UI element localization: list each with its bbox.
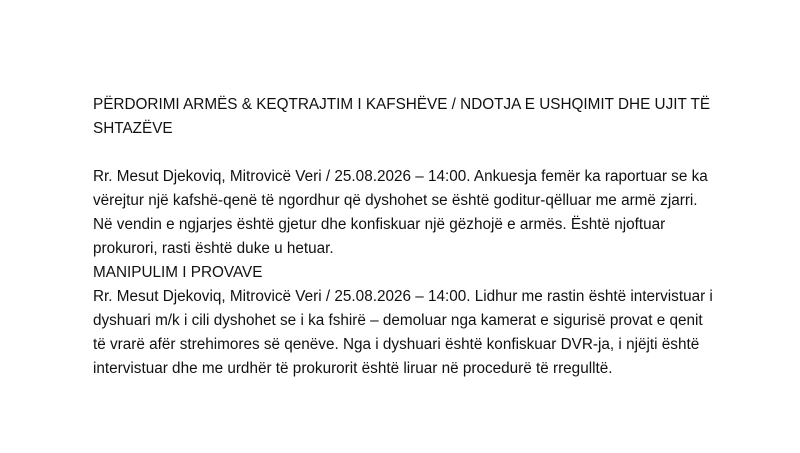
section-heading-2: MANIPULIM I PROVAVE: [93, 264, 263, 281]
document-body: [93, 93, 713, 381]
paragraph-gap: [93, 141, 713, 165]
report-title: PËRDORIMI ARMËS & KEQTRAJTIM I KAFSHËVE / NDOTJA E USHQIMIT DHE UJIT TË SHTAZËVE: [93, 96, 711, 137]
report-entry-1: Rr. Mesut Djekoviq, Mitrovicë Veri / 25.08.2026 – 14:00. Ankuesja femër ka raportuar se ka vërejtur një kafshë-qenë të ngordhur që dyshohet se është goditur-qëlluar me armë zjarri. Në vendin e ngjarjes është gjetur dhe konfiskuar një gëzhojë e armës. Është njoftuar prokurori, rasti është duke u hetuar.: [93, 168, 708, 257]
report-entry-2: Rr. Mesut Djekoviq, Mitrovicë Veri / 25.08.2026 – 14:00. Lidhur me rastin është intervistuar i dyshuari m/k i cili dyshohet se i ka fshirë – demoluar nga kamerat e sigurisë provat e qenit të vrarë afër strehimores së qenëve. Nga i dyshuari është konfiskuar DVR-ja, i njëjti është intervistuar dhe me urdhër të prokurorit është liruar në procedurë të rregulltë.: [93, 288, 713, 377]
